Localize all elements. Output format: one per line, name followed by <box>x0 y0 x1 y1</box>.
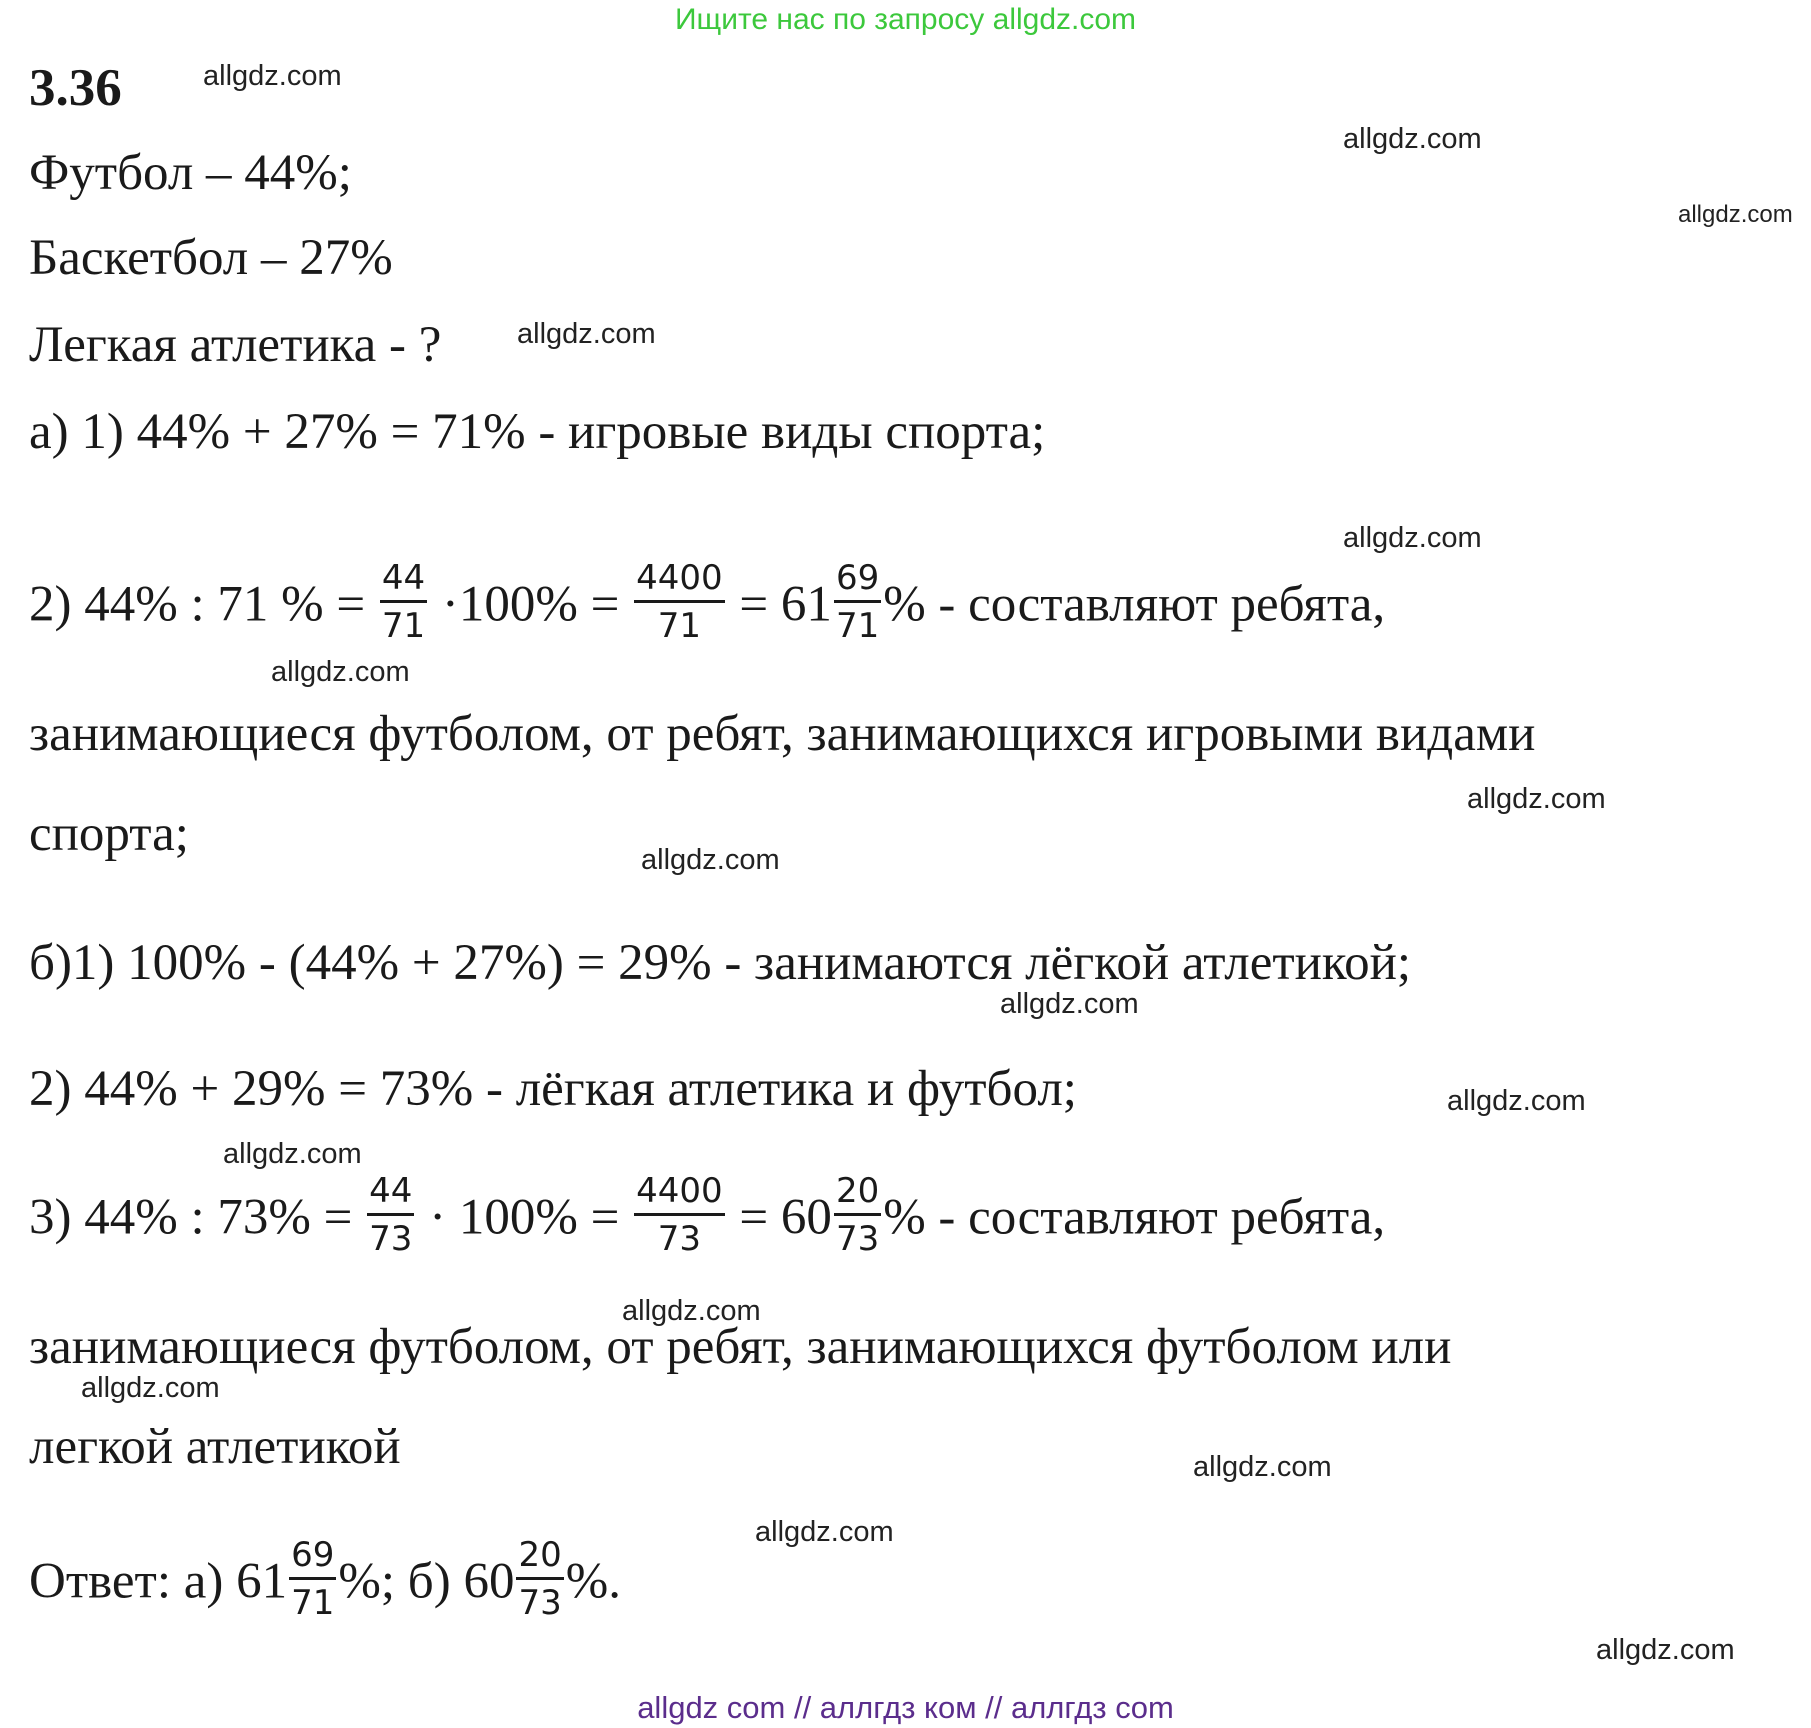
fraction-denominator: 73 <box>657 1219 702 1260</box>
given-football: Футбол – 44%; <box>29 145 352 201</box>
watermark: allgdz.com <box>755 1516 894 1548</box>
fraction-numerator: 4400 <box>634 559 725 603</box>
top-banner: Ищите нас по запросу allgdz.com <box>674 3 1137 36</box>
part-a-step1: а) 1) 44% + 27% = 71% - игровые виды спорта; <box>29 404 1046 460</box>
watermark: allgdz.com <box>622 1295 761 1327</box>
watermark: allgdz.com <box>1596 1634 1735 1666</box>
fraction-denominator: 73 <box>369 1219 413 1260</box>
problem-number: 3.36 <box>29 59 122 117</box>
given-basketball: Баскетбол – 27% <box>29 230 393 286</box>
watermark: allgdz.com <box>1447 1085 1586 1117</box>
fraction-numerator: 44 <box>367 1172 414 1216</box>
fraction-numerator: 69 <box>289 1536 336 1580</box>
watermark: allgdz.com <box>517 318 656 350</box>
fraction <box>634 1172 725 1259</box>
watermark: allgdz.com <box>223 1138 362 1170</box>
watermark: allgdz.com <box>203 60 342 92</box>
part-b-cont2: легкой атлетикой <box>29 1419 401 1475</box>
part-b-step3: 3) 44% : 73% = $\frac{44}{73}$ · 100% = $\frac{4400}{73}$ = 60 $\frac{20}{73}$ % - составляют ребята, <box>29 1171 1386 1260</box>
answer-line: Ответ: а) 61 $\frac{69}{71}$ %; б) 60 $\frac{20}{73}$ %. <box>29 1535 621 1624</box>
fraction-denominator: 71 <box>657 606 702 647</box>
fraction <box>367 1172 414 1259</box>
fraction-numerator: 69 <box>834 559 881 603</box>
part-b-step2: 2) 44% + 29% = 73% - лёгкая атлетика и футбол; <box>29 1061 1077 1117</box>
fraction-numerator: 20 <box>516 1536 563 1580</box>
watermark: allgdz.com <box>641 844 780 876</box>
part-a-cont1: занимающиеся футболом, от ребят, занимающихся игровыми видами <box>29 706 1536 762</box>
watermark: allgdz.com <box>1678 201 1793 228</box>
watermark: allgdz.com <box>1000 988 1139 1020</box>
given-athletics: Легкая атлетика - ? <box>29 317 442 373</box>
watermark: allgdz.com <box>1193 1451 1332 1483</box>
fraction-denominator: 73 <box>518 1583 562 1624</box>
watermark: allgdz.com <box>81 1372 220 1404</box>
watermark: allgdz.com <box>271 656 410 688</box>
part-b-step1: б)1) 100% - (44% + 27%) = 29% - занимаются лёгкой атлетикой; <box>29 935 1412 991</box>
fraction-denominator: 71 <box>381 606 426 647</box>
fraction-numerator: 44 <box>380 559 427 603</box>
fraction <box>834 1172 881 1259</box>
fraction-numerator: 4400 <box>634 1172 725 1216</box>
part-a-cont2: спорта; <box>29 806 189 862</box>
fraction-denominator: 73 <box>835 1219 880 1260</box>
fraction-numerator: 20 <box>834 1172 881 1216</box>
part-a-step2: 2) 44% : 71 % = $\frac{44}{71}$ ·100% = $\frac{4400}{71}$ = 61 $\frac{69}{71}$ % - составляют ребята, <box>29 558 1386 647</box>
fraction <box>289 1536 336 1623</box>
fraction-denominator: 71 <box>291 1583 335 1624</box>
part-b-cont1: занимающиеся футболом, от ребят, занимающихся футболом или <box>29 1319 1452 1375</box>
fraction <box>834 559 881 646</box>
watermark: allgdz.com <box>1343 522 1482 554</box>
watermark: allgdz.com <box>1343 123 1482 155</box>
watermark: allgdz.com <box>1467 783 1606 815</box>
fraction-denominator: 71 <box>835 606 880 647</box>
fraction <box>516 1536 563 1623</box>
fraction <box>380 559 427 646</box>
fraction <box>634 559 725 646</box>
footer-watermark: allgdz com // аллгдз ком // аллгдз com <box>637 1690 1174 1725</box>
